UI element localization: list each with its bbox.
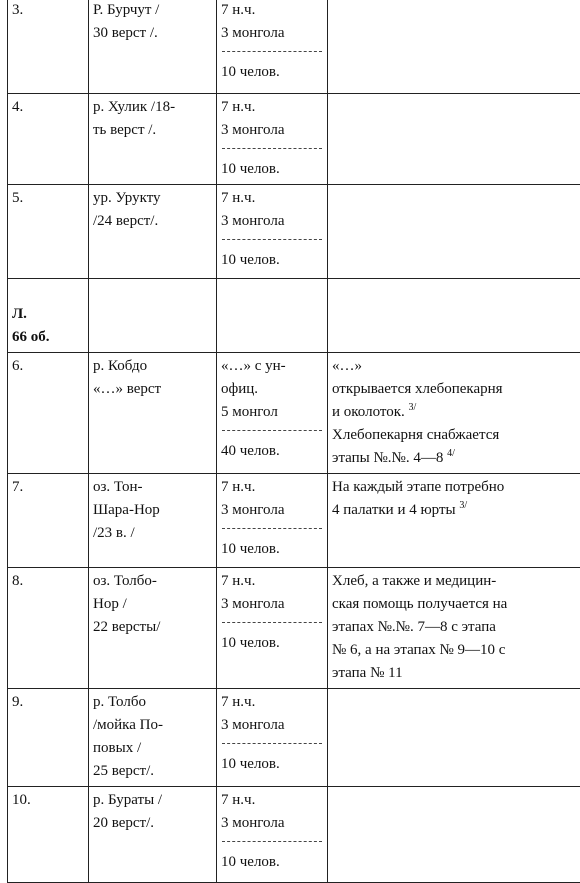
note-line xyxy=(332,662,576,685)
note-cell xyxy=(328,279,580,353)
place-name: 25 верст/. xyxy=(93,760,212,783)
dashed-separator xyxy=(222,148,322,149)
staff-line: 3 монгола xyxy=(221,812,323,835)
staff-cell xyxy=(217,568,328,689)
dashed-separator xyxy=(222,622,322,623)
dashed-separator xyxy=(222,239,322,240)
staff-line: 7 н.ч. xyxy=(221,96,323,119)
note-cell xyxy=(328,185,580,279)
staff-line: 5 монгол xyxy=(221,401,323,424)
number-cell xyxy=(8,94,89,185)
note-line xyxy=(332,639,576,662)
place-name: р. Толбо xyxy=(93,691,212,714)
number-cell xyxy=(8,0,89,94)
note-line xyxy=(332,378,576,401)
staff-total: 10 челов. xyxy=(221,851,323,874)
note-line xyxy=(332,616,576,639)
note-line xyxy=(332,593,576,616)
table-row xyxy=(8,787,580,883)
table-row xyxy=(8,279,580,353)
number-cell xyxy=(8,689,89,787)
place-cell xyxy=(89,474,217,568)
number-cell xyxy=(8,787,89,883)
staff-total: 10 челов. xyxy=(221,61,323,84)
place-name: оз. Тон- xyxy=(93,476,212,499)
table-row xyxy=(8,94,580,185)
staff-line: 3 монгола xyxy=(221,22,323,45)
table-row xyxy=(8,353,580,474)
staff-cell xyxy=(217,474,328,568)
note-text: Хлеб, а также и медицин- xyxy=(332,573,496,589)
table-row xyxy=(8,185,580,279)
place-name: 30 верст /. xyxy=(93,22,212,45)
leaf-marker: 66 об. xyxy=(12,326,84,349)
staff-line: 3 монгола xyxy=(221,119,323,142)
table-row xyxy=(8,474,580,568)
staff-line: 3 монгола xyxy=(221,714,323,737)
place-name: р. Кобдо xyxy=(93,355,212,378)
staff-cell xyxy=(217,0,328,94)
dashed-separator xyxy=(222,430,322,431)
staff-line: офиц. xyxy=(221,378,323,401)
staff-cell xyxy=(217,185,328,279)
staff-total: 10 челов. xyxy=(221,538,323,561)
place-name: Р. Бурчут / xyxy=(93,0,212,22)
place-cell xyxy=(89,353,217,474)
dashed-separator xyxy=(222,528,322,529)
place-name: /23 в. / xyxy=(93,522,212,545)
note-cell xyxy=(328,689,580,787)
row-number: 10. xyxy=(12,789,84,812)
staff-cell xyxy=(217,279,328,353)
staff-line: 7 н.ч. xyxy=(221,476,323,499)
note-line xyxy=(332,476,576,499)
note-cell xyxy=(328,353,580,474)
leaf-marker: Л. xyxy=(12,303,84,326)
note-cell xyxy=(328,474,580,568)
place-name: р. Бураты / xyxy=(93,789,212,812)
note-cell xyxy=(328,568,580,689)
row-number: 8. xyxy=(12,570,84,593)
dashed-separator xyxy=(222,841,322,842)
note-text: Хлебопекарня снабжается xyxy=(332,427,499,443)
note-text: На каждый этапе потребно xyxy=(332,479,504,495)
place-cell xyxy=(89,185,217,279)
staff-line: 7 н.ч. xyxy=(221,187,323,210)
footnote-mark: 3/ xyxy=(409,402,417,413)
note-line xyxy=(332,499,576,522)
staff-line: 7 н.ч. xyxy=(221,570,323,593)
staff-line: 3 монгола xyxy=(221,593,323,616)
number-cell xyxy=(8,568,89,689)
staff-line: 7 н.ч. xyxy=(221,691,323,714)
staff-line: 7 н.ч. xyxy=(221,0,323,22)
note-text: «…» xyxy=(332,358,362,374)
place-name: Нор / xyxy=(93,593,212,616)
staff-cell xyxy=(217,94,328,185)
note-text: этапах №.№. 7—8 с этапа xyxy=(332,619,496,635)
dashed-separator xyxy=(222,743,322,744)
staff-total: 10 челов. xyxy=(221,753,323,776)
place-cell xyxy=(89,279,217,353)
note-line xyxy=(332,401,576,424)
place-cell xyxy=(89,568,217,689)
place-name: 22 версты/ xyxy=(93,616,212,639)
footnote-mark: 4/ xyxy=(447,448,455,459)
place-name: /мойка По- xyxy=(93,714,212,737)
place-cell xyxy=(89,787,217,883)
number-cell xyxy=(8,185,89,279)
note-text: открывается хлебопекарня xyxy=(332,381,503,397)
place-name: Шара-Нор xyxy=(93,499,212,522)
note-text: № 6, а на этапах № 9—10 с xyxy=(332,642,505,658)
table-row xyxy=(8,0,580,94)
staff-line: 3 монгола xyxy=(221,499,323,522)
number-cell xyxy=(8,279,89,353)
place-cell xyxy=(89,0,217,94)
place-name: ур. Урукту xyxy=(93,187,212,210)
staff-line: 7 н.ч. xyxy=(221,789,323,812)
row-number: 9. xyxy=(12,691,84,714)
place-name: 20 верст/. xyxy=(93,812,212,835)
place-name: ть верст /. xyxy=(93,119,212,142)
staff-cell xyxy=(217,689,328,787)
place-cell xyxy=(89,689,217,787)
row-number: 6. xyxy=(12,355,84,378)
note-line xyxy=(332,570,576,593)
stages-table-body xyxy=(8,0,580,883)
note-cell xyxy=(328,787,580,883)
row-number: 3. xyxy=(12,0,84,22)
place-name: р. Хулик /18- xyxy=(93,96,212,119)
row-number: 5. xyxy=(12,187,84,210)
note-cell xyxy=(328,0,580,94)
row-number: 7. xyxy=(12,476,84,499)
note-line xyxy=(332,355,576,378)
note-cell xyxy=(328,94,580,185)
staff-line: 3 монгола xyxy=(221,210,323,233)
place-cell xyxy=(89,94,217,185)
note-text: этапы №.№. 4—8 xyxy=(332,450,443,466)
staff-cell xyxy=(217,787,328,883)
number-cell xyxy=(8,353,89,474)
number-cell xyxy=(8,474,89,568)
row-number: 4. xyxy=(12,96,84,119)
footnote-mark: 3/ xyxy=(459,500,467,511)
note-line xyxy=(332,447,576,470)
place-name: оз. Толбо- xyxy=(93,570,212,593)
staff-total: 10 челов. xyxy=(221,249,323,272)
table-row xyxy=(8,568,580,689)
stages-table xyxy=(7,0,580,883)
staff-cell xyxy=(217,353,328,474)
note-line xyxy=(332,424,576,447)
staff-total: 10 челов. xyxy=(221,158,323,181)
staff-total: 40 челов. xyxy=(221,440,323,463)
note-text: этапа № 11 xyxy=(332,665,403,681)
note-text: ская помощь получается на xyxy=(332,596,507,612)
place-name: повых / xyxy=(93,737,212,760)
table-row xyxy=(8,689,580,787)
dashed-separator xyxy=(222,51,322,52)
note-text: 4 палатки и 4 юрты xyxy=(332,502,456,518)
place-name: /24 верст/. xyxy=(93,210,212,233)
place-name: «…» верст xyxy=(93,378,212,401)
staff-total: 10 челов. xyxy=(221,632,323,655)
note-text: и околоток. xyxy=(332,404,405,420)
staff-line: «…» с ун- xyxy=(221,355,323,378)
